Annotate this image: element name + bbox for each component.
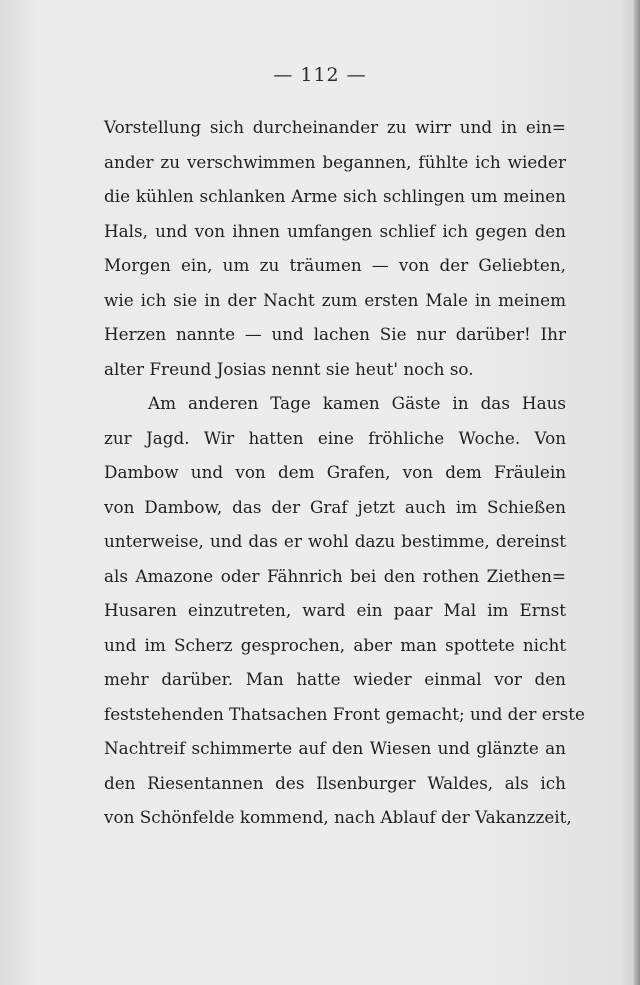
text-line: Herzen nannte — und lachen Sie nur darüber! Ihr (104, 324, 566, 344)
text-line: von Dambow, das der Graf jetzt auch im Schießen (104, 496, 566, 517)
text-line: und im Scherz gesprochen, aber man spottete nicht (104, 634, 566, 655)
text-line: feststehenden Thatsachen Front gemacht; und der erste (104, 703, 585, 724)
text-line: als Amazone oder Fähnrich bei den rothen Ziethen= (104, 565, 566, 586)
text-line: die kühlen schlanken Arme sich schlingen um meinen (104, 186, 566, 206)
text-line: Morgen ein, um zu träumen — von der Geliebten, (104, 255, 566, 275)
paragraph-start-line: Am anderen Tage kamen Gäste in das Haus (148, 393, 566, 413)
text-line: Nachtreif schimmerte auf den Wiesen und glänzte an (104, 738, 566, 758)
page-number: — 112 — (273, 64, 367, 86)
text-line: Dambow und von dem Grafen, von dem Fräulein (104, 462, 566, 482)
text-line: mehr darüber. Man hatte wieder einmal vor den (104, 669, 566, 689)
page-edge-shadow (634, 0, 640, 985)
text-line: zur Jagd. Wir hatten eine fröhliche Woche. Von (104, 427, 566, 448)
body-text (104, 110, 585, 835)
text-line: wie ich sie in der Nacht zum ersten Male in meinem (104, 289, 566, 310)
text-line: den Riesentannen des Ilsenburger Waldes, als ich (104, 772, 566, 793)
text-line: unterweise, und das er wohl dazu bestimme, dereinst (104, 531, 566, 551)
text-line: von Schönfelde kommend, nach Ablauf der Vakanzzeit, (104, 807, 572, 827)
text-line: Vorstellung sich durcheinander zu wirr und in ein= (104, 117, 566, 137)
text-line: Hals, und von ihnen umfangen schlief ich gegen den (104, 220, 566, 241)
text-line: ander zu verschwimmen begannen, fühlte ich wieder (104, 151, 566, 172)
text-line: Husaren einzutreten, ward ein paar Mal im Ernst (104, 600, 566, 620)
paragraph-end-line: alter Freund Josias nennt sie heut' noch so. (104, 358, 474, 379)
